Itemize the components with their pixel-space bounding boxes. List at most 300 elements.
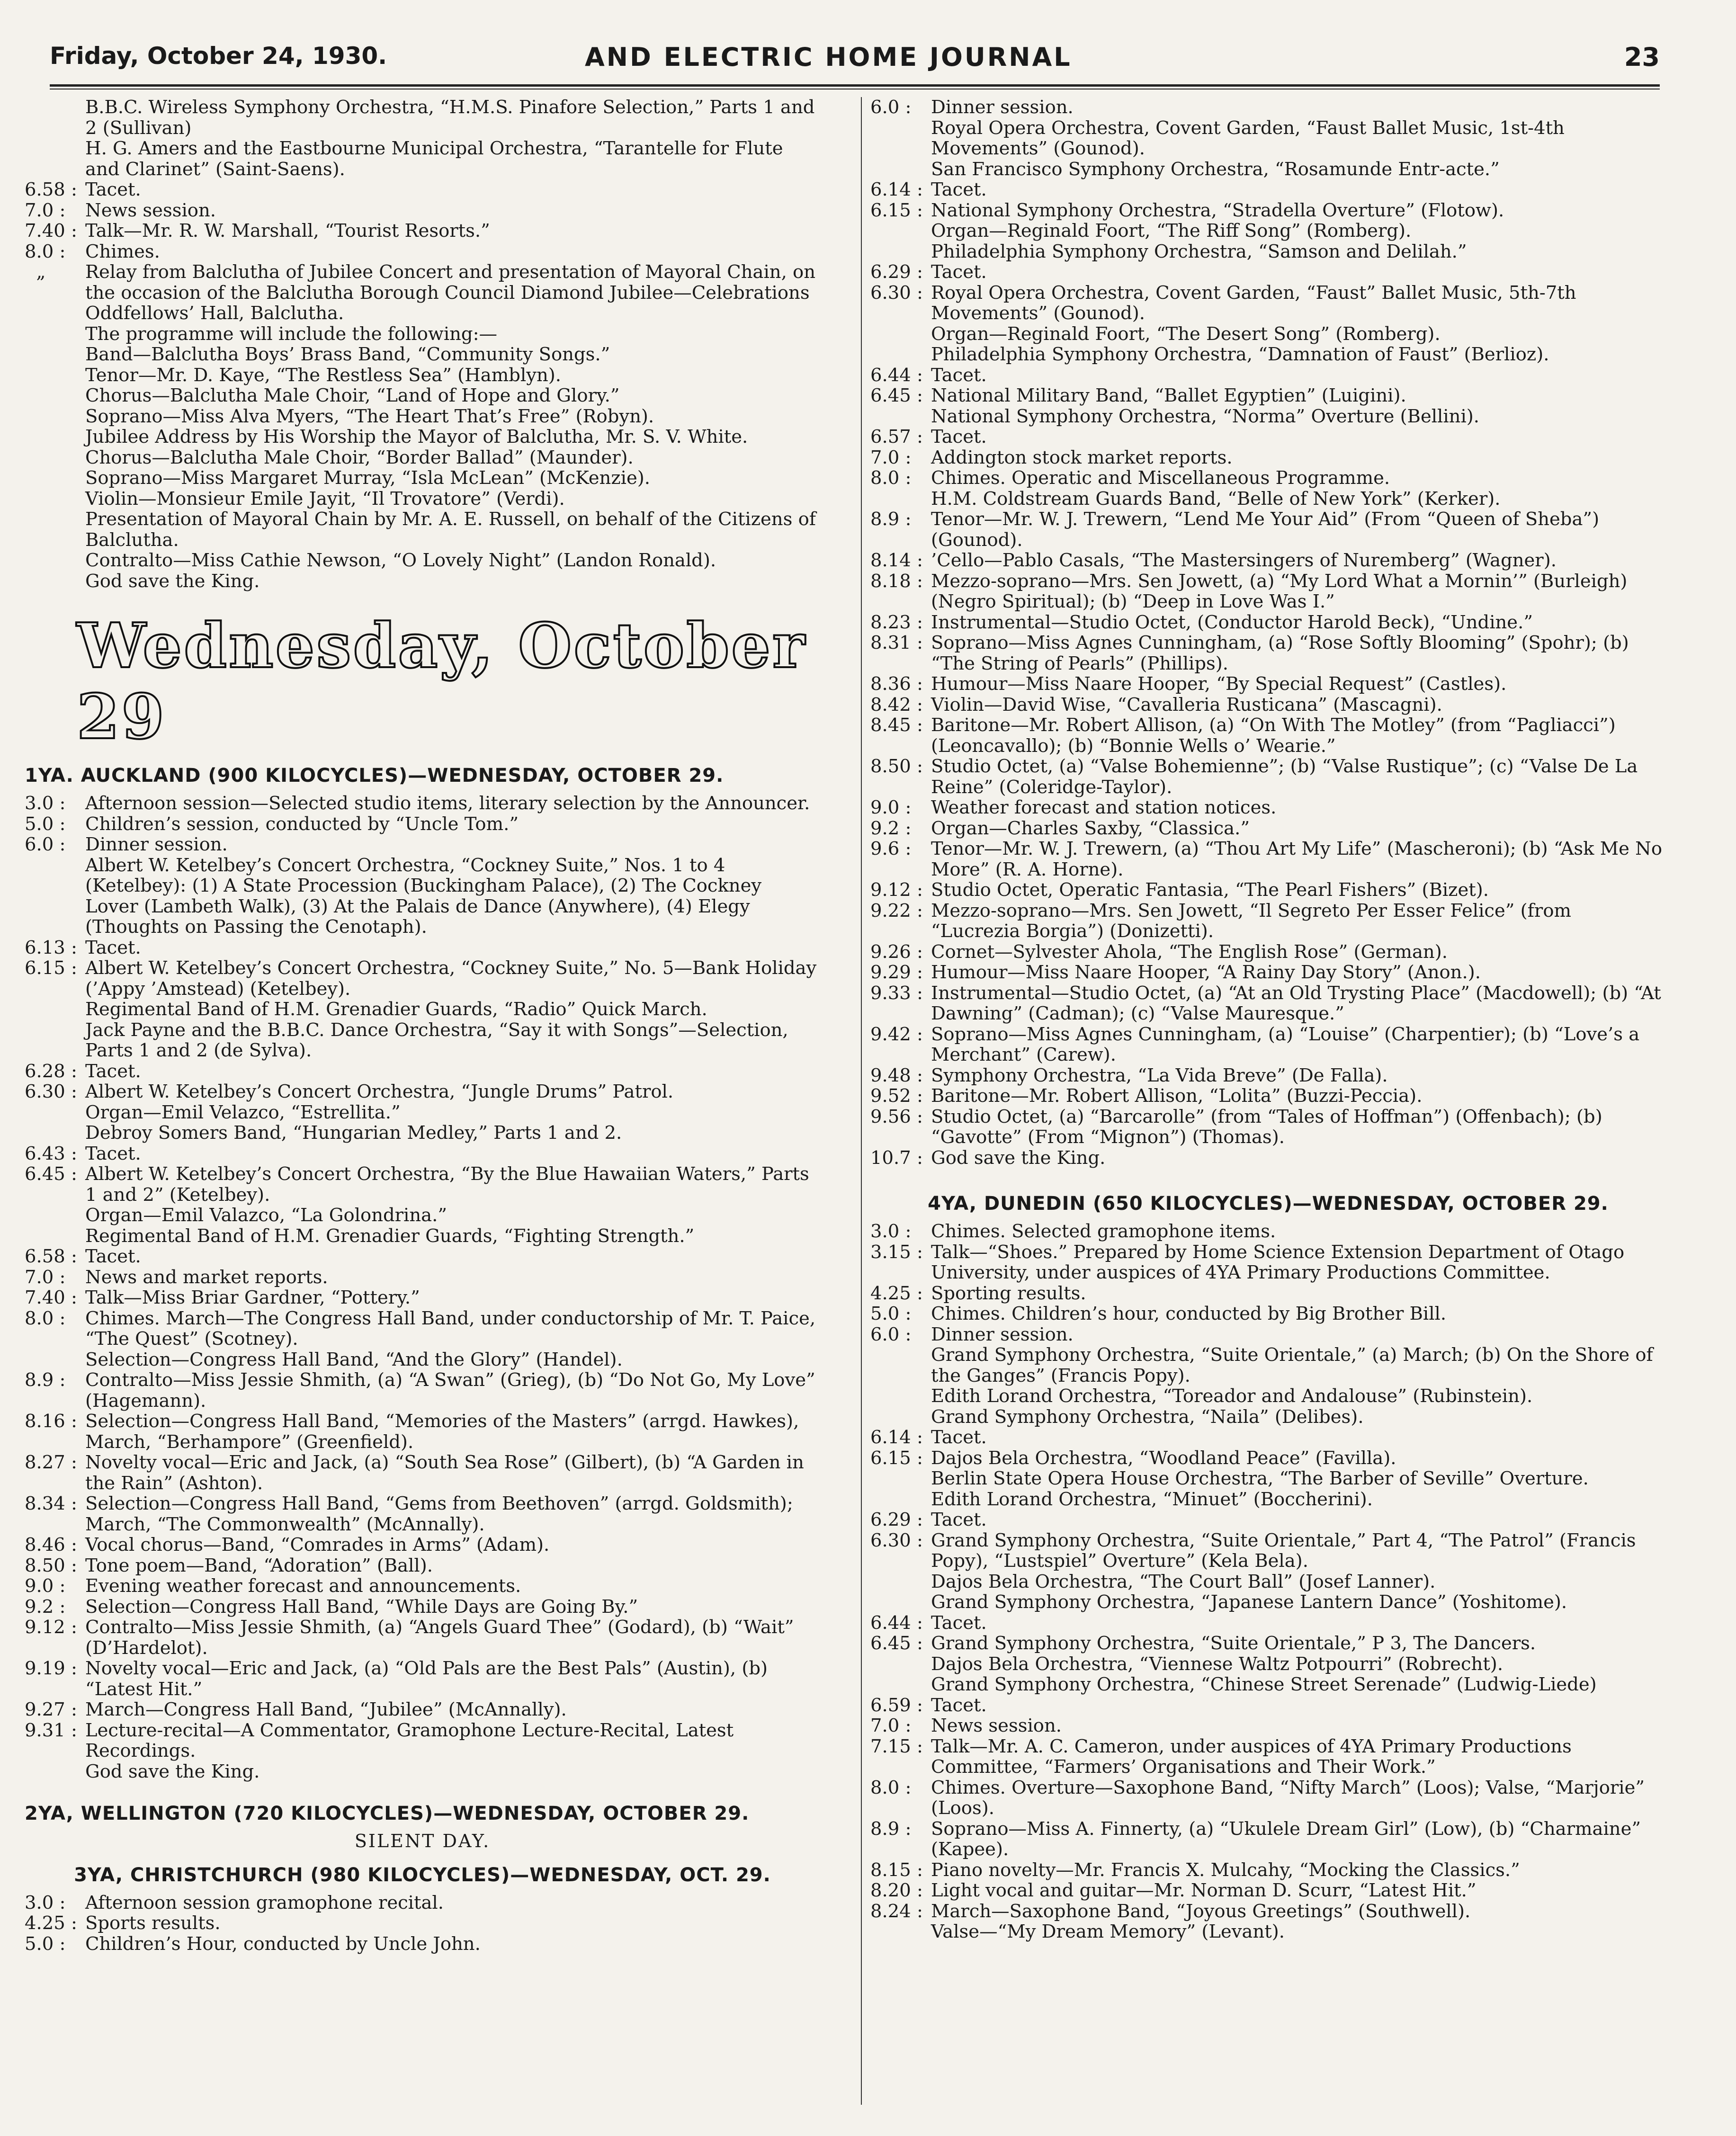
entry-time: 6.57 : <box>870 426 923 447</box>
programme-entry <box>870 1304 1666 1324</box>
programme-entry <box>870 447 1666 468</box>
entry-text: Tacet. <box>931 1427 987 1448</box>
entry-time: 9.12 : <box>25 1617 77 1638</box>
entry-text: Chimes. March—The Congress Hall Band, under conductorship of Mr. T. Paice, “The Quest” (Scotney). <box>85 1307 816 1350</box>
programme-entry <box>870 571 1666 612</box>
entry-time: 9.31 : <box>25 1719 77 1741</box>
entry-time: 8.46 : <box>25 1534 77 1555</box>
programme-entry <box>870 1716 1666 1736</box>
day-heading: Wednesday, October 29 <box>77 609 807 753</box>
programme-entry <box>25 179 820 200</box>
entry-text: Relay from Balclutha of Jubilee Concert and presentation of Mayoral Chain, on the occasion of the Balclutha Borough Council Diamond Jubilee—Celebrations Oddfellows’ Hall, Balclutha. <box>85 261 816 324</box>
entry-time: 6.58 : <box>25 179 77 200</box>
entry-text: Tacet. <box>931 1694 987 1716</box>
entry-time: 6.14 : <box>870 179 923 200</box>
programme-entry <box>870 1283 1666 1304</box>
programme-continuation: Organ—Reginald Foort, “The Desert Song” (Romberg). <box>931 323 1441 345</box>
entry-time: „ <box>25 261 46 283</box>
entry-time: 6.45 : <box>870 385 923 406</box>
entry-time: 9.19 : <box>25 1658 77 1679</box>
entry-time: 8.23 : <box>870 611 923 633</box>
entry-time: 8.45 : <box>870 715 923 736</box>
entry-text: Mezzo-soprano—Mrs. Sen Jowett, “Il Segreto Per Esser Felice” (from “Lucrezia Borgia”) (Donizetti). <box>931 900 1572 942</box>
programme-entry <box>870 427 1666 447</box>
entry-text: March—Saxophone Band, “Joyous Greetings” (Southwell). <box>931 1900 1471 1922</box>
entry-time: 9.26 : <box>870 941 923 963</box>
entry-time: 8.20 : <box>870 1880 923 1901</box>
entry-text: Chimes. Selected gramophone items. <box>931 1221 1276 1242</box>
entry-text: Tone poem—Band, “Adoration” (Ball). <box>85 1555 433 1576</box>
programme-entry <box>870 818 1666 839</box>
programme-entry <box>870 1427 1666 1448</box>
entry-text: Tenor—Mr. W. J. Trewern, “Lend Me Your Aid” (From “Queen of Sheba”) (Gounod). <box>931 509 1600 551</box>
programme-entry <box>870 1148 1666 1169</box>
entry-text: Soprano—Miss Agnes Cunningham, (a) “Rose Softly Blooming” (Spohr); (b) “The String of Pearls” (Phillips). <box>931 632 1629 674</box>
entry-text: Tacet. <box>931 179 987 200</box>
header-rule <box>50 84 1660 87</box>
programme-entry <box>870 1324 1666 1345</box>
entry-time: 6.29 : <box>870 1509 923 1530</box>
entry-text: God save the King. <box>931 1147 1106 1169</box>
entry-text: Sports results. <box>85 1913 221 1934</box>
entry-time: 3.0 : <box>870 1221 912 1242</box>
column-divider <box>861 97 862 2105</box>
entry-time: 5.0 : <box>870 1303 912 1324</box>
programme-entry <box>25 1597 820 1618</box>
programme-entry <box>870 1860 1666 1881</box>
entry-time: 6.30 : <box>25 1081 77 1102</box>
entry-time: 7.40 : <box>25 1287 77 1308</box>
programme-continuation: Organ—Emil Velazco, “Estrellita.” <box>85 1101 401 1123</box>
entry-text: Evening weather forecast and announcements. <box>85 1575 521 1597</box>
entry-time: 7.40 : <box>25 220 77 241</box>
programme-entry <box>25 1535 820 1555</box>
programme-continuation: Albert W. Ketelbey’s Concert Orchestra, “Cockney Suite,” Nos. 1 to 4 (Ketelbey): (1) A State Procession (Buckingham Palace), (2) The Cockney Lover (Lambeth Walk), (3) At the Palais de Dance (Anywhere), (4) Elegy (Thoughts on Passing the Cenotaph). <box>85 854 762 938</box>
programme-entry <box>25 1720 820 1761</box>
programme-entry <box>870 1819 1666 1860</box>
programme-entry <box>870 983 1666 1024</box>
programme-entry <box>25 814 820 835</box>
entry-time: 7.0 : <box>25 1266 66 1288</box>
entry-time: 6.0 : <box>870 1323 912 1345</box>
issue-date: Friday, October 24, 1930. <box>50 42 387 70</box>
entry-text: Novelty vocal—Eric and Jack, (a) “South Sea Rose” (Gilbert), (b) “A Garden in the Rain” (Ashton). <box>85 1452 804 1494</box>
entry-text: Baritone—Mr. Robert Allison, (a) “On With The Motley” (from “Pagliacci”) (Leoncavallo); (b) “Bonnie Wells o’ Wearie.” <box>931 715 1616 757</box>
entry-time: 8.9 : <box>870 1818 912 1840</box>
programme-entry <box>870 179 1666 200</box>
entry-text: March—Congress Hall Band, “Jubilee” (McAnnally). <box>85 1699 567 1720</box>
entry-time: 3.15 : <box>870 1241 923 1263</box>
entry-time: 6.0 : <box>25 834 66 855</box>
entry-text: Baritone—Mr. Robert Allison, “Lolita” (Buzzi-Peccia). <box>931 1085 1423 1107</box>
entry-time: 8.27 : <box>25 1452 77 1473</box>
programme-entry <box>25 221 820 241</box>
entry-text: Weather forecast and station notices. <box>931 797 1277 818</box>
programme-entry <box>25 1452 820 1493</box>
entry-time: 9.33 : <box>870 982 923 1004</box>
entry-text: Tacet. <box>85 937 141 958</box>
entry-time: 9.48 : <box>870 1064 923 1086</box>
entry-time: 6.45 : <box>870 1633 923 1654</box>
programme-continuation: Contralto—Miss Cathie Newson, “O Lovely Night” (Landon Ronald). <box>85 550 716 571</box>
entry-time: 6.30 : <box>870 1529 923 1551</box>
programme-continuation: Band—Balclutha Boys’ Brass Band, “Community Songs.” <box>85 344 610 365</box>
programme-continuation: Selection—Congress Hall Band, “And the Glory” (Handel). <box>85 1349 623 1370</box>
programme-entry <box>870 1530 1666 1572</box>
programme-entry <box>870 509 1666 550</box>
programme-continuation: The programme will include the following:— <box>85 323 498 345</box>
entry-time: 8.0 : <box>25 1307 66 1329</box>
entry-time: 6.44 : <box>870 1612 923 1634</box>
programme-continuation: B.B.C. Wireless Symphony Orchestra, “H.M.S. Pinafore Selection,” Parts 1 and 2 (Sullivan) <box>85 97 815 139</box>
programme-entry <box>870 715 1666 756</box>
entry-time: 6.13 : <box>25 937 77 958</box>
programme-entry <box>870 1242 1666 1283</box>
programme-entry <box>25 1699 820 1720</box>
entry-time: 8.0 : <box>870 1777 912 1798</box>
programme-continuation: Berlin State Opera House Orchestra, “The Barber of Seville” Overture. <box>931 1468 1589 1489</box>
programme-entry <box>25 1308 820 1350</box>
entry-text: Violin—David Wise, “Cavalleria Rusticana” (Mascagni). <box>931 694 1442 715</box>
entry-text: Albert W. Ketelbey’s Concert Orchestra, “Jungle Drums” Patrol. <box>85 1081 674 1102</box>
entry-text: Dinner session. <box>931 97 1074 118</box>
programme-continuation: Organ—Emil Valazco, “La Golondrina.” <box>85 1205 447 1226</box>
entry-text: Tacet. <box>931 1509 987 1530</box>
programme-entry <box>25 1246 820 1267</box>
entry-text: Contralto—Miss Jessie Shmith, (a) “Angels Guard Thee” (Godard), (b) “Wait” (D’Hardelot). <box>85 1617 794 1659</box>
entry-time: 4.25 : <box>25 1913 77 1934</box>
programme-continuation: Debroy Somers Band, “Hungarian Medley,” Parts 1 and 2. <box>85 1122 622 1144</box>
entry-time: 6.45 : <box>25 1163 77 1185</box>
programme-entry <box>870 262 1666 283</box>
continued-programme <box>25 97 820 591</box>
entry-time: 8.42 : <box>870 694 923 715</box>
programme-entry <box>25 1555 820 1576</box>
programme-entry <box>25 1893 820 1913</box>
programme-entry <box>870 1510 1666 1530</box>
entry-time: 9.0 : <box>870 797 912 818</box>
entry-time: 8.31 : <box>870 632 923 653</box>
entry-text: News and market reports. <box>85 1266 328 1288</box>
programme-entry <box>870 962 1666 983</box>
programme-continuation: National Symphony Orchestra, “Norma” Overture (Bellini). <box>931 405 1480 427</box>
programme-entry <box>25 1061 820 1082</box>
programme-entry <box>870 97 1666 118</box>
programme-continuation: Jack Payne and the B.B.C. Dance Orchestra, “Say it with Songs”—Selection, Parts 1 and 2 (de Sylva). <box>85 1019 788 1061</box>
entry-text: Tacet. <box>85 1143 141 1164</box>
programme-continuation: Regimental Band of H.M. Grenadier Guards, “Radio” Quick March. <box>85 999 707 1020</box>
entry-text: Cornet—Sylvester Ahola, “The English Rose” (German). <box>931 941 1448 963</box>
entry-time: 8.14 : <box>870 550 923 571</box>
programme-entry <box>25 1576 820 1597</box>
entry-text: Piano novelty—Mr. Francis X. Mulcahy, “Mocking the Classics.” <box>931 1859 1520 1881</box>
programme-continuation: God save the King. <box>85 570 260 592</box>
entry-time: 8.50 : <box>870 756 923 777</box>
page-number: 23 <box>1624 42 1660 72</box>
entry-time: 5.0 : <box>25 813 66 835</box>
programme-entry <box>870 797 1666 818</box>
entry-time: 3.0 : <box>25 1892 66 1913</box>
programme-continuation: Regimental Band of H.M. Grenadier Guards, “Fighting Strength.” <box>85 1225 695 1247</box>
programme-entry <box>870 1633 1666 1654</box>
left-column <box>25 97 820 1954</box>
christchurch-programme-continued <box>870 97 1666 1168</box>
entry-text: Afternoon session—Selected studio items, literary selection by the Announcer. <box>85 793 810 814</box>
page-header <box>50 36 1660 88</box>
entry-time: 8.9 : <box>870 509 912 530</box>
entry-time: 8.24 : <box>870 1900 923 1922</box>
entry-text: Instrumental—Studio Octet, (a) “At an Old Trysting Place” (Macdowell); (b) “At Dawning” (Cadman); (c) “Valse Mauresque.” <box>931 982 1661 1024</box>
programme-entry <box>25 793 820 814</box>
programme-entry <box>25 1411 820 1452</box>
entry-text: Dinner session. <box>85 834 228 855</box>
entry-text: Vocal chorus—Band, “Comrades in Arms” (Adam). <box>85 1534 550 1555</box>
entry-time: 7.0 : <box>870 1715 912 1736</box>
entry-text: Talk—Mr. A. C. Cameron, under auspices of 4YA Primary Productions Committee, “Farmers’ Organisations and Their Work.” <box>931 1735 1572 1778</box>
programme-entry <box>870 365 1666 386</box>
entry-text: Albert W. Ketelbey’s Concert Orchestra, “By the Blue Hawaiian Waters,” Parts 1 and 2” (Ketelbey). <box>85 1163 809 1206</box>
entry-time: 8.50 : <box>25 1555 77 1576</box>
entry-text: Tacet. <box>85 179 141 200</box>
entry-time: 7.0 : <box>25 199 66 221</box>
entry-time: 9.12 : <box>870 879 923 901</box>
entry-time: 8.34 : <box>25 1493 77 1514</box>
programme-entry <box>870 839 1666 880</box>
entry-time: 8.16 : <box>25 1411 77 1432</box>
programme-entry <box>25 1934 820 1955</box>
entry-time: 9.0 : <box>25 1575 66 1597</box>
entry-text: Royal Opera Orchestra, Covent Garden, “Faust” Ballet Music, 5th-7th Movements” (Gounod). <box>931 282 1576 324</box>
programme-entry <box>25 1493 820 1535</box>
programme-entry <box>25 958 820 999</box>
programme-entry <box>25 1617 820 1658</box>
entry-text: Tacet. <box>931 261 987 283</box>
programme-entry <box>25 262 820 324</box>
programme-continuation: Soprano—Miss Margaret Murray, “Isla McLean” (McKenzie). <box>85 467 650 489</box>
entry-text: Tacet. <box>85 1060 141 1082</box>
entry-text: ’Cello—Pablo Casals, “The Mastersingers of Nuremberg” (Wagner). <box>931 550 1557 571</box>
programme-entry <box>25 1267 820 1288</box>
entry-text: Selection—Congress Hall Band, “While Days are Going By.” <box>85 1596 638 1618</box>
entry-time: 9.29 : <box>870 962 923 983</box>
entry-time: 6.58 : <box>25 1246 77 1267</box>
programme-entry <box>870 1221 1666 1242</box>
entry-text: Symphony Orchestra, “La Vida Breve” (De Falla). <box>931 1064 1388 1086</box>
programme-continuation: H.M. Coldstream Guards Band, “Belle of New York” (Kerker). <box>931 488 1501 509</box>
programme-continuation: Royal Opera Orchestra, Covent Garden, “Faust Ballet Music, 1st-4th Movements” (Gounod). <box>931 117 1565 159</box>
entry-text: Addington stock market reports. <box>931 447 1233 468</box>
journal-title: AND ELECTRIC HOME JOURNAL <box>585 42 1072 72</box>
entry-text: Sporting results. <box>931 1282 1086 1304</box>
programme-continuation: God save the King. <box>85 1761 260 1782</box>
programme-continuation: Jubilee Address by His Worship the Mayor of Balclutha, Mr. S. V. White. <box>85 426 748 447</box>
entry-time: 8.15 : <box>870 1859 923 1881</box>
entry-text: Chimes. Operatic and Miscellaneous Programme. <box>931 467 1390 489</box>
programme-entry <box>870 1065 1666 1086</box>
programme-entry <box>870 1778 1666 1819</box>
entry-time: 8.0 : <box>870 467 912 489</box>
entry-time: 9.2 : <box>25 1596 66 1618</box>
entry-text: Chimes. Overture—Saxophone Band, “Nifty March” (Loos); Valse, “Marjorie” (Loos). <box>931 1777 1645 1819</box>
programme-continuation: Organ—Reginald Foort, “The Riff Song” (Romberg). <box>931 220 1412 241</box>
station-heading-dunedin: 4YA, DUNEDIN (650 KILOCYCLES)—WEDNESDAY, OCTOBER 29. <box>928 1193 1609 1215</box>
programme-entry <box>870 674 1666 695</box>
programme-continuation: Philadelphia Symphony Orchestra, “Samson and Delilah.” <box>931 241 1467 262</box>
entry-text: Grand Symphony Orchestra, “Suite Orientale,” P 3, The Dancers. <box>931 1633 1536 1654</box>
right-column <box>870 97 1666 1942</box>
programme-entry <box>25 1144 820 1164</box>
programme-continuation: H. G. Amers and the Eastbourne Municipal Orchestra, “Tarantelle for Flute and Clarinet” (Saint-Saens). <box>85 138 783 180</box>
entry-time: 6.30 : <box>870 282 923 304</box>
wellington-note: SILENT DAY. <box>354 1831 491 1851</box>
programme-continuation: Dajos Bela Orchestra, “The Court Ball” (Josef Lanner). <box>931 1571 1436 1592</box>
entry-text: Chimes. Children’s hour, conducted by Big Brother Bill. <box>931 1303 1447 1324</box>
entry-text: Humour—Miss Naare Hooper, “By Special Request” (Castles). <box>931 673 1507 695</box>
station-heading-christchurch: 3YA, CHRISTCHURCH (980 KILOCYCLES)—WEDNESDAY, OCT. 29. <box>74 1864 771 1886</box>
programme-entry <box>870 468 1666 489</box>
programme-continuation: Soprano—Miss Alva Myers, “The Heart That’s Free” (Robyn). <box>85 405 654 427</box>
entry-text: Soprano—Miss Agnes Cunningham, (a) “Louise” (Charpentier); (b) “Love’s a Merchant” (Carew). <box>931 1023 1640 1065</box>
entry-text: Selection—Congress Hall Band, “Memories of the Masters” (arrgd. Hawkes), March, “Berhampore” (Greenfield). <box>85 1411 799 1453</box>
programme-continuation: Chorus—Balclutha Male Choir, “Border Ballad” (Maunder). <box>85 447 634 468</box>
entry-text: Talk—Miss Briar Gardner, “Pottery.” <box>85 1287 420 1308</box>
entry-text: Instrumental—Studio Octet, (Conductor Harold Beck), “Undine.” <box>931 611 1533 633</box>
programme-continuation: Dajos Bela Orchestra, “Viennese Waltz Potpourri” (Robrecht). <box>931 1653 1503 1675</box>
entry-time: 9.2 : <box>870 817 912 839</box>
programme-continuation: Edith Lorand Orchestra, “Minuet” (Boccherini). <box>931 1488 1373 1510</box>
programme-entry <box>870 1107 1666 1148</box>
entry-time: 9.42 : <box>870 1023 923 1045</box>
entry-text: Children’s Hour, conducted by Uncle John. <box>85 1933 481 1955</box>
programme-entry <box>870 901 1666 942</box>
entry-time: 7.15 : <box>870 1735 923 1757</box>
programme-entry <box>870 1024 1666 1065</box>
programme-entry <box>25 1081 820 1102</box>
entry-text: Lecture-recital—A Commentator, Gramophone Lecture-Recital, Latest Recordings. <box>85 1719 734 1761</box>
programme-entry <box>25 1658 820 1699</box>
entry-time: 6.59 : <box>870 1694 923 1716</box>
entry-time: 6.44 : <box>870 364 923 386</box>
programme-entry <box>870 942 1666 963</box>
entry-time: 6.0 : <box>870 97 912 118</box>
programme-continuation: Tenor—Mr. D. Kaye, “The Restless Sea” (Hamblyn). <box>85 364 562 386</box>
entry-text: Tacet. <box>931 1612 987 1634</box>
programme-continuation: Violin—Monsieur Emile Jayit, “Il Trovatore” (Verdi). <box>85 488 565 509</box>
entry-time: 5.0 : <box>25 1933 66 1955</box>
station-heading-wellington: 2YA, WELLINGTON (720 KILOCYCLES)—WEDNESDAY, OCTOBER 29. <box>25 1803 750 1824</box>
entry-text: Humour—Miss Naare Hooper, “A Rainy Day Story” (Anon.). <box>931 962 1481 983</box>
programme-entry <box>870 695 1666 715</box>
entry-text: Talk—Mr. R. W. Marshall, “Tourist Resorts.” <box>85 220 490 241</box>
programme-entry <box>870 385 1666 406</box>
entry-text: Light vocal and guitar—Mr. Norman D. Scurr, “Latest Hit.” <box>931 1880 1476 1901</box>
entry-time: 6.29 : <box>870 261 923 283</box>
programme-entry <box>870 612 1666 633</box>
programme-continuation: Grand Symphony Orchestra, “Suite Orientale,” (a) March; (b) On the Shore of the Ganges” (Francis Popy). <box>931 1344 1653 1386</box>
programme-entry <box>870 1613 1666 1634</box>
entry-text: News session. <box>931 1715 1062 1736</box>
dunedin-programme <box>870 1221 1666 1942</box>
auckland-programme <box>25 793 820 1782</box>
entry-text: Albert W. Ketelbey’s Concert Orchestra, “Cockney Suite,” No. 5—Bank Holiday (’Appy ’Amstead) (Ketelbey). <box>85 957 817 1000</box>
entry-text: National Symphony Orchestra, “Stradella Overture” (Flotow). <box>931 199 1504 221</box>
entry-time: 8.9 : <box>25 1369 66 1391</box>
entry-time: 3.0 : <box>25 793 66 814</box>
programme-entry <box>870 1736 1666 1778</box>
entry-text: Dinner session. <box>931 1323 1074 1345</box>
programme-entry <box>25 200 820 221</box>
entry-text: Selection—Congress Hall Band, “Gems from Beethoven” (arrgd. Goldsmith); March, “The Commonwealth” (McAnnally). <box>85 1493 793 1535</box>
programme-entry <box>870 1695 1666 1716</box>
entry-text: Mezzo-soprano—Mrs. Sen Jowett, (a) “My Lord What a Mornin’” (Burleigh) (Negro Spiritual); (b) “Deep in Love Was I.” <box>931 570 1628 612</box>
entry-time: 9.6 : <box>870 838 912 859</box>
entry-time: 6.43 : <box>25 1143 77 1164</box>
programme-continuation: San Francisco Symphony Orchestra, “Rosamunde Entr-acte.” <box>931 158 1500 180</box>
programme-continuation: Grand Symphony Orchestra, “Japanese Lantern Dance” (Yoshitome). <box>931 1591 1567 1613</box>
entry-text: Children’s session, conducted by “Uncle Tom.” <box>85 813 519 835</box>
station-heading-auckland: 1YA. AUCKLAND (900 KILOCYCLES)—WEDNESDAY, OCTOBER 29. <box>25 765 724 786</box>
programme-entry <box>25 241 820 262</box>
programme-entry <box>25 1370 820 1411</box>
entry-time: 8.0 : <box>25 241 66 262</box>
programme-entry <box>25 1913 820 1934</box>
entry-time: 6.15 : <box>25 957 77 979</box>
entry-text: Studio Octet, Operatic Fantasia, “The Pearl Fishers” (Bizet). <box>931 879 1489 901</box>
entry-text: Organ—Charles Saxby, “Classica.” <box>931 817 1250 839</box>
entry-time: 8.18 : <box>870 570 923 592</box>
entry-time: 6.15 : <box>870 1447 923 1469</box>
entry-text: Tacet. <box>85 1246 141 1267</box>
programme-continuation: Grand Symphony Orchestra, “Naila” (Delibes). <box>931 1406 1364 1428</box>
programme-continuation: Philadelphia Symphony Orchestra, “Damnation of Faust” (Berlioz). <box>931 344 1549 365</box>
programme-continuation: Valse—“My Dream Memory” (Levant). <box>931 1921 1285 1942</box>
programme-continuation: Presentation of Mayoral Chain by Mr. A. E. Russell, on behalf of the Citizens of Balclutha. <box>85 509 816 551</box>
programme-entry <box>25 834 820 855</box>
entry-time: 9.27 : <box>25 1699 77 1720</box>
entry-time: 4.25 : <box>870 1282 923 1304</box>
programme-continuation: Grand Symphony Orchestra, “Chinese Street Serenade” (Ludwig-Liede) <box>931 1674 1597 1695</box>
entry-time: 6.28 : <box>25 1060 77 1082</box>
entry-text: Novelty vocal—Eric and Jack, (a) “Old Pals are the Best Pals” (Austin), (b) “Latest Hit.” <box>85 1658 768 1700</box>
programme-continuation: Edith Lorand Orchestra, “Toreador and Andalouse” (Rubinstein). <box>931 1385 1533 1407</box>
entry-text: Soprano—Miss A. Finnerty, (a) “Ukulele Dream Girl” (Low), (b) “Charmaine” (Kapee). <box>931 1818 1641 1860</box>
programme-entry <box>25 1164 820 1205</box>
entry-time: 10.7 : <box>870 1147 923 1169</box>
entry-time: 9.52 : <box>870 1085 923 1107</box>
entry-text: Contralto—Miss Jessie Shmith, (a) “A Swan” (Grieg), (b) “Do Not Go, My Love” (Hagemann). <box>85 1369 815 1412</box>
programme-entry <box>870 1880 1666 1901</box>
entry-time: 7.0 : <box>870 447 912 468</box>
entry-time: 8.36 : <box>870 673 923 695</box>
programme-entry <box>870 283 1666 324</box>
programme-entry <box>870 200 1666 221</box>
programme-entry <box>870 1901 1666 1922</box>
entry-text: Dajos Bela Orchestra, “Woodland Peace” (Favilla). <box>931 1447 1396 1469</box>
entry-text: Tacet. <box>931 364 987 386</box>
programme-entry <box>870 756 1666 797</box>
entry-time: 9.56 : <box>870 1106 923 1127</box>
entry-time: 9.22 : <box>870 900 923 921</box>
entry-text: Studio Octet, (a) “Valse Bohemienne”; (b) “Valse Rustique”; (c) “Valse De La Reine” (Coleridge-Taylor). <box>931 756 1638 798</box>
entry-text: Grand Symphony Orchestra, “Suite Orientale,” Part 4, “The Patrol” (Francis Popy), “Lustspiel” Overture” (Kela Bela). <box>931 1529 1636 1572</box>
christchurch-programme <box>25 1893 820 1955</box>
programme-entry <box>870 633 1666 674</box>
entry-text: Studio Octet, (a) “Barcarolle” (from “Tales of Hoffman”) (Offenbach); (b) “Gavotte” (From “Mignon”) (Thomas). <box>931 1106 1602 1148</box>
entry-text: Tenor—Mr. W. J. Trewern, (a) “Thou Art My Life” (Mascheroni); (b) “Ask Me No More” (R. A. Horne). <box>931 838 1663 880</box>
entry-time: 6.15 : <box>870 199 923 221</box>
programme-entry <box>870 880 1666 901</box>
entry-text: Afternoon session gramophone recital. <box>85 1892 444 1913</box>
